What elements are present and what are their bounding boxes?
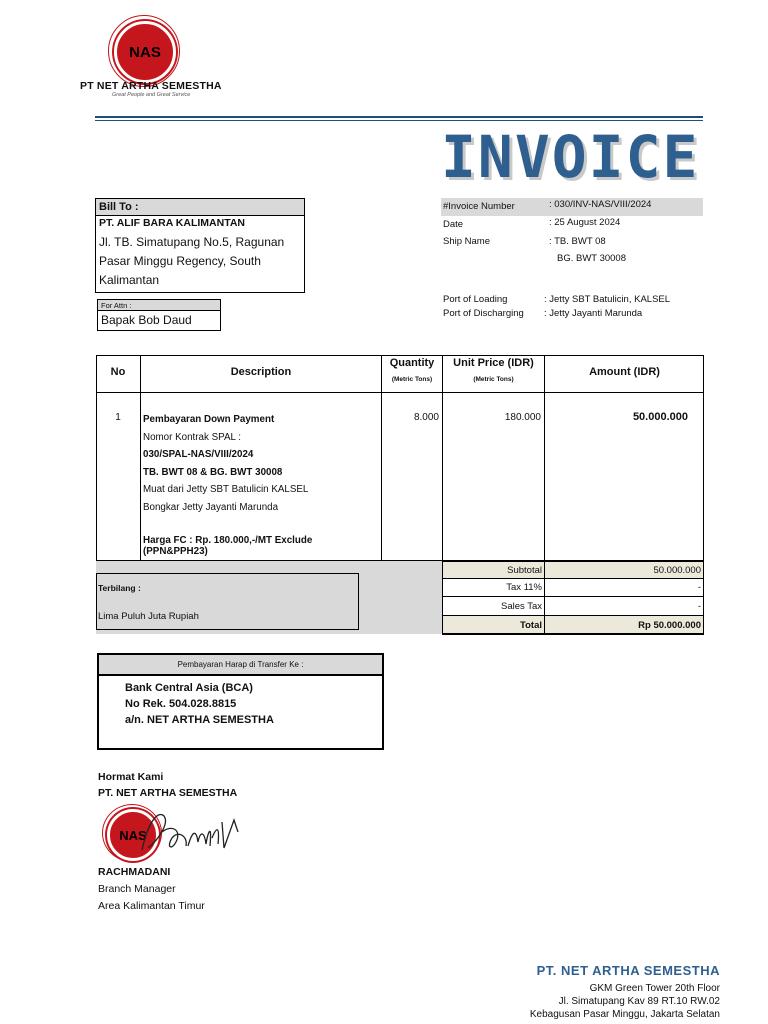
payment-holder: a/n. NET ARTHA SEMESTHA [125,714,274,726]
sales-tax-value: - [544,596,704,616]
port-loading-value: : Jetty SBT Batulicin, KALSEL [544,294,671,305]
bill-to-name: PT. ALIF BARA KALIMANTAN [99,217,246,229]
attn-label: For Attn : [98,300,220,311]
row-no: 1 [115,412,121,423]
subtotal-value: 50.000.000 [544,561,704,579]
header-no: No [110,366,126,378]
row-unit-price: 180.000 [504,412,541,423]
stamp-text: NAS [119,827,147,843]
row-amount: 50.000.000 [632,411,688,423]
footer-address-3: Kebagusan Pasar Minggu, Jakarta Selatan [529,1009,720,1020]
terbilang-label: Terbilang : [98,583,141,593]
signatory-area: Area Kalimantan Timur [98,900,205,912]
desc-line-4: TB. BWT 08 & BG. BWT 30008 [143,466,283,478]
invoice-number-label: #Invoice Number [443,201,515,212]
invoice-title: INVOICE [441,123,700,191]
total-value: Rp 50.000.000 [544,615,704,635]
ship-name-label: Ship Name [443,236,490,247]
bill-to-box [95,198,305,293]
desc-line-6: Bongkar Jetty Jayanti Marunda [143,501,279,513]
footer-company: PT. NET ARTHA SEMESTHA [536,963,720,978]
desc-line-5: Muat dari Jetty SBT Batulicin KALSEL [143,484,309,495]
header-amount: Amount (IDR) [589,366,660,378]
tax-value: - [544,578,704,597]
footer-address-1: GKM Green Tower 20th Floor [589,983,720,994]
bill-to-address-1: Jl. TB. Simatupang No.5, Ragunan [99,235,285,249]
sales-tax-label: Sales Tax [442,596,545,616]
payment-header: Pembayaran Harap di Transfer Ke : [99,655,382,676]
desc-line-7: Harga FC : Rp. 180.000,-/MT Exclude [143,535,313,546]
signatory-position: Branch Manager [98,883,176,895]
logo-text: NAS [129,43,161,61]
header-rule-bottom [95,120,703,121]
subtotal-label: Subtotal [442,561,545,579]
ship-name-value-2: BG. BWT 30008 [557,253,626,264]
header-description: Description [230,366,292,378]
tax-label: Tax 11% [442,578,545,597]
port-loading-label: Port of Loading [443,294,508,305]
footer-address-2: Jl. Simatupang Kav 89 RT.10 RW.02 [558,996,720,1007]
col-divider-1 [140,355,141,561]
terbilang-value: Lima Puluh Juta Rupiah [98,611,199,622]
attn-box [97,299,221,331]
logo-circle [114,21,176,83]
col-divider-3 [442,355,443,561]
invoice-number-value: : 030/INV-NAS/VIII/2024 [549,199,652,210]
company-tagline: Great People and Great Service [112,92,191,98]
header-quantity-sub: (Metric Tons) [391,376,433,383]
payment-account: No Rek. 504.028.8815 [125,698,237,710]
desc-line-3: 030/SPAL-NAS/VIII/2024 [143,449,254,460]
header-rule-top [95,116,703,118]
payment-box [97,653,384,750]
desc-line-2: Nomor Kontrak SPAL : [143,431,242,443]
row-quantity: 8.000 [413,412,439,423]
attn-name: Bapak Bob Daud [101,313,192,327]
header-unit-price-sub: (Metric Tons) [473,376,514,383]
col-divider-2 [381,355,382,561]
header-quantity: Quantity [389,357,435,369]
payment-bank: Bank Central Asia (BCA) [125,682,253,694]
date-value: : 25 August 2024 [549,217,621,228]
signatory-name: RACHMADANI [98,866,171,878]
company-name: PT NET ARTHA SEMESTHA [80,80,222,92]
total-label: Total [442,615,545,635]
desc-line-1: Pembayaran Down Payment [143,414,275,425]
ship-name-value-1: : TB. BWT 08 [549,236,606,247]
row-description [143,411,308,516]
desc-line-8: (PPN&PPH23) [143,546,208,557]
date-label: Date [443,219,464,230]
signature-scribble [138,802,250,862]
signature-company: PT. NET ARTHA SEMESTHA [98,787,238,799]
bill-to-address-3: Kalimantan [99,273,160,287]
port-discharging-value: : Jetty Jayanti Marunda [544,308,643,319]
signature-greeting: Hormat Kami [98,771,164,783]
col-divider-4 [544,355,545,561]
row-price-note [143,535,312,557]
header-unit-price: Unit Price (IDR) [453,357,534,369]
bill-to-label: Bill To : [96,199,304,216]
bill-to-address-2: Pasar Minggu Regency, South [99,254,261,268]
port-discharging-label: Port of Discharging [443,308,524,319]
